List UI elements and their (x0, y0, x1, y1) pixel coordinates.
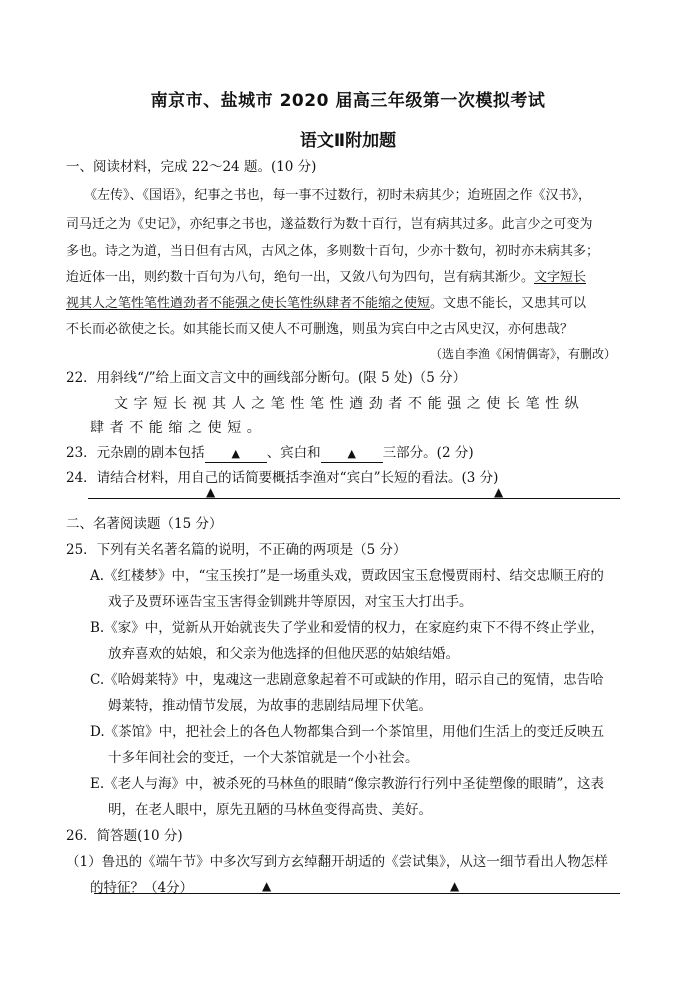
q25-option-d-line-1: D.《茶馆》中，把社会上的各色人物都集合到一个茶馆里，用他们生活上的变迁反映五 (90, 724, 605, 740)
q23-answer-blank-1[interactable] (205, 446, 267, 463)
q25-option-e-line-1: E.《老人与海》中，被杀死的马林鱼的眼睛“像宗教游行行列中圣徒塑像的眼睛”，这表 (90, 776, 604, 792)
answer-mark-icon: ▲ (494, 485, 504, 499)
q26-answer-line[interactable] (94, 893, 620, 894)
q26-part1-line-2: 的特征？（4分） (90, 880, 194, 896)
exam-subtitle: 语文Ⅱ附加题 (299, 131, 397, 151)
q26-stem: 26．简答题(10 分) (66, 828, 183, 844)
q24-stem: 24．请结合材料，用自己的话简要概括李渔对“宾白”长短的看法。(3 分) (66, 470, 499, 486)
q25-option-b-line-2: 放弃喜欢的姑娘，和父亲为他选择的但他厌恶的姑娘结婚。 (108, 646, 459, 662)
answer-mark-icon: ▲ (206, 485, 216, 499)
q23 (66, 443, 474, 463)
q25-option-c-line-1: C.《哈姆莱特》中，鬼魂这一悲剧意象起着不可或缺的作用，昭示自己的冤情，忠告哈 (90, 672, 604, 688)
q22-stem: 22．用斜线“/”给上面文言文中的画线部分断句。(限 5 处)（5 分） (66, 370, 467, 386)
passage-source: （选自李渔《闲情偶寄》，有删改） (430, 347, 617, 361)
q25-option-d-line-2: 十多年间社会的变迁，一个大茶馆就是一个小社会。 (108, 750, 419, 766)
section1-heading: 一、阅读材料，完成 22～24 题。(10 分) (66, 159, 317, 175)
answer-mark-icon: ▲ (347, 447, 356, 460)
q25-stem: 25．下列有关名著名篇的说明，不正确的两项是（5 分） (66, 542, 407, 558)
underlined-passage-end: 视其人之笔性笔性遒劲者不能强之使长笔性纵肆者不能缩之使短 (66, 296, 431, 311)
passage-line-2: 司马迁之为《史记》，亦纪事之书也，遂益数行为数十百行，岂有病其过多。此言少之可变为 (66, 217, 593, 232)
passage-line-5-text: 。文患不能长，又患其可以 (430, 296, 587, 311)
q22-text-line-1: 文字短长视其人之笔性笔性遒劲者不能强之使长笔性纵 (114, 396, 585, 412)
q26-part1-line-1: （1）鲁迅的《端午节》中多次写到方玄绰翻开胡适的《尝试集》，从这一细节看出人物怎样 (66, 854, 608, 870)
passage-line-3: 多也。诗之为道，当日但有古风，古风之体，多则数十百句，少亦十数句，初时亦未病其多； (66, 244, 600, 259)
q25-option-c-line-2: 姆莱特，推动情节发展，为故事的悲剧结局埋下伏笔。 (108, 698, 432, 714)
passage-line-5 (66, 294, 586, 314)
q23-text-b: 、宾白和 (266, 445, 321, 461)
passage-line-4 (66, 268, 586, 288)
passage-line-6: 不长而必欲使之长。如其能长而又使人不可删逸，则虽为宾白中之古风史汉，亦何患哉？ (66, 322, 574, 337)
underlined-passage-start: 文字短长 (534, 270, 587, 285)
q24-answer-line[interactable] (88, 498, 620, 499)
passage-line-1: 《左传》、《国语》，纪事之书也，每一事不过数行，初时未病其少；迨班固之作《汉书》， (84, 188, 592, 203)
answer-mark-icon: ▲ (450, 879, 460, 893)
q23-answer-blank-2[interactable] (321, 446, 383, 463)
passage-line-4-text: 迨近体一出，则约数十百句为八句，绝句一出，又敛八句为四句，岂有病其渐少。 (66, 270, 535, 285)
q25-option-b-line-1: B.《家》中，觉新从开始就丧失了学业和爱情的权力，在家庭约束下不得不终止学业， (90, 620, 604, 636)
q23-text-a: 23．元杂剧的剧本包括 (66, 445, 205, 461)
answer-mark-icon: ▲ (262, 879, 272, 893)
exam-title: 南京市、盐城市 2020 届高三年级第一次模拟考试 (150, 91, 546, 111)
q22-text-line-2: 肆者不能缩之使短。 (90, 420, 267, 436)
q23-text-c: 三部分。(2 分) (382, 445, 474, 461)
q25-option-e-line-2: 明，在老人眼中，原先丑陋的马林鱼变得高贵、美好。 (108, 802, 432, 818)
answer-mark-icon: ▲ (231, 447, 240, 460)
q25-option-a-line-2: 戏子及贾环诬告宝玉害得金钏跳井等原因，对宝玉大打出手。 (108, 594, 473, 610)
q25-option-a-line-1: A.《红楼梦》中，“宝玉挨打”是一场重头戏，贾政因宝玉怠慢贾雨村、结交忠顺王府的 (90, 568, 604, 584)
section2-heading: 二、名著阅读题（15 分） (66, 516, 223, 532)
